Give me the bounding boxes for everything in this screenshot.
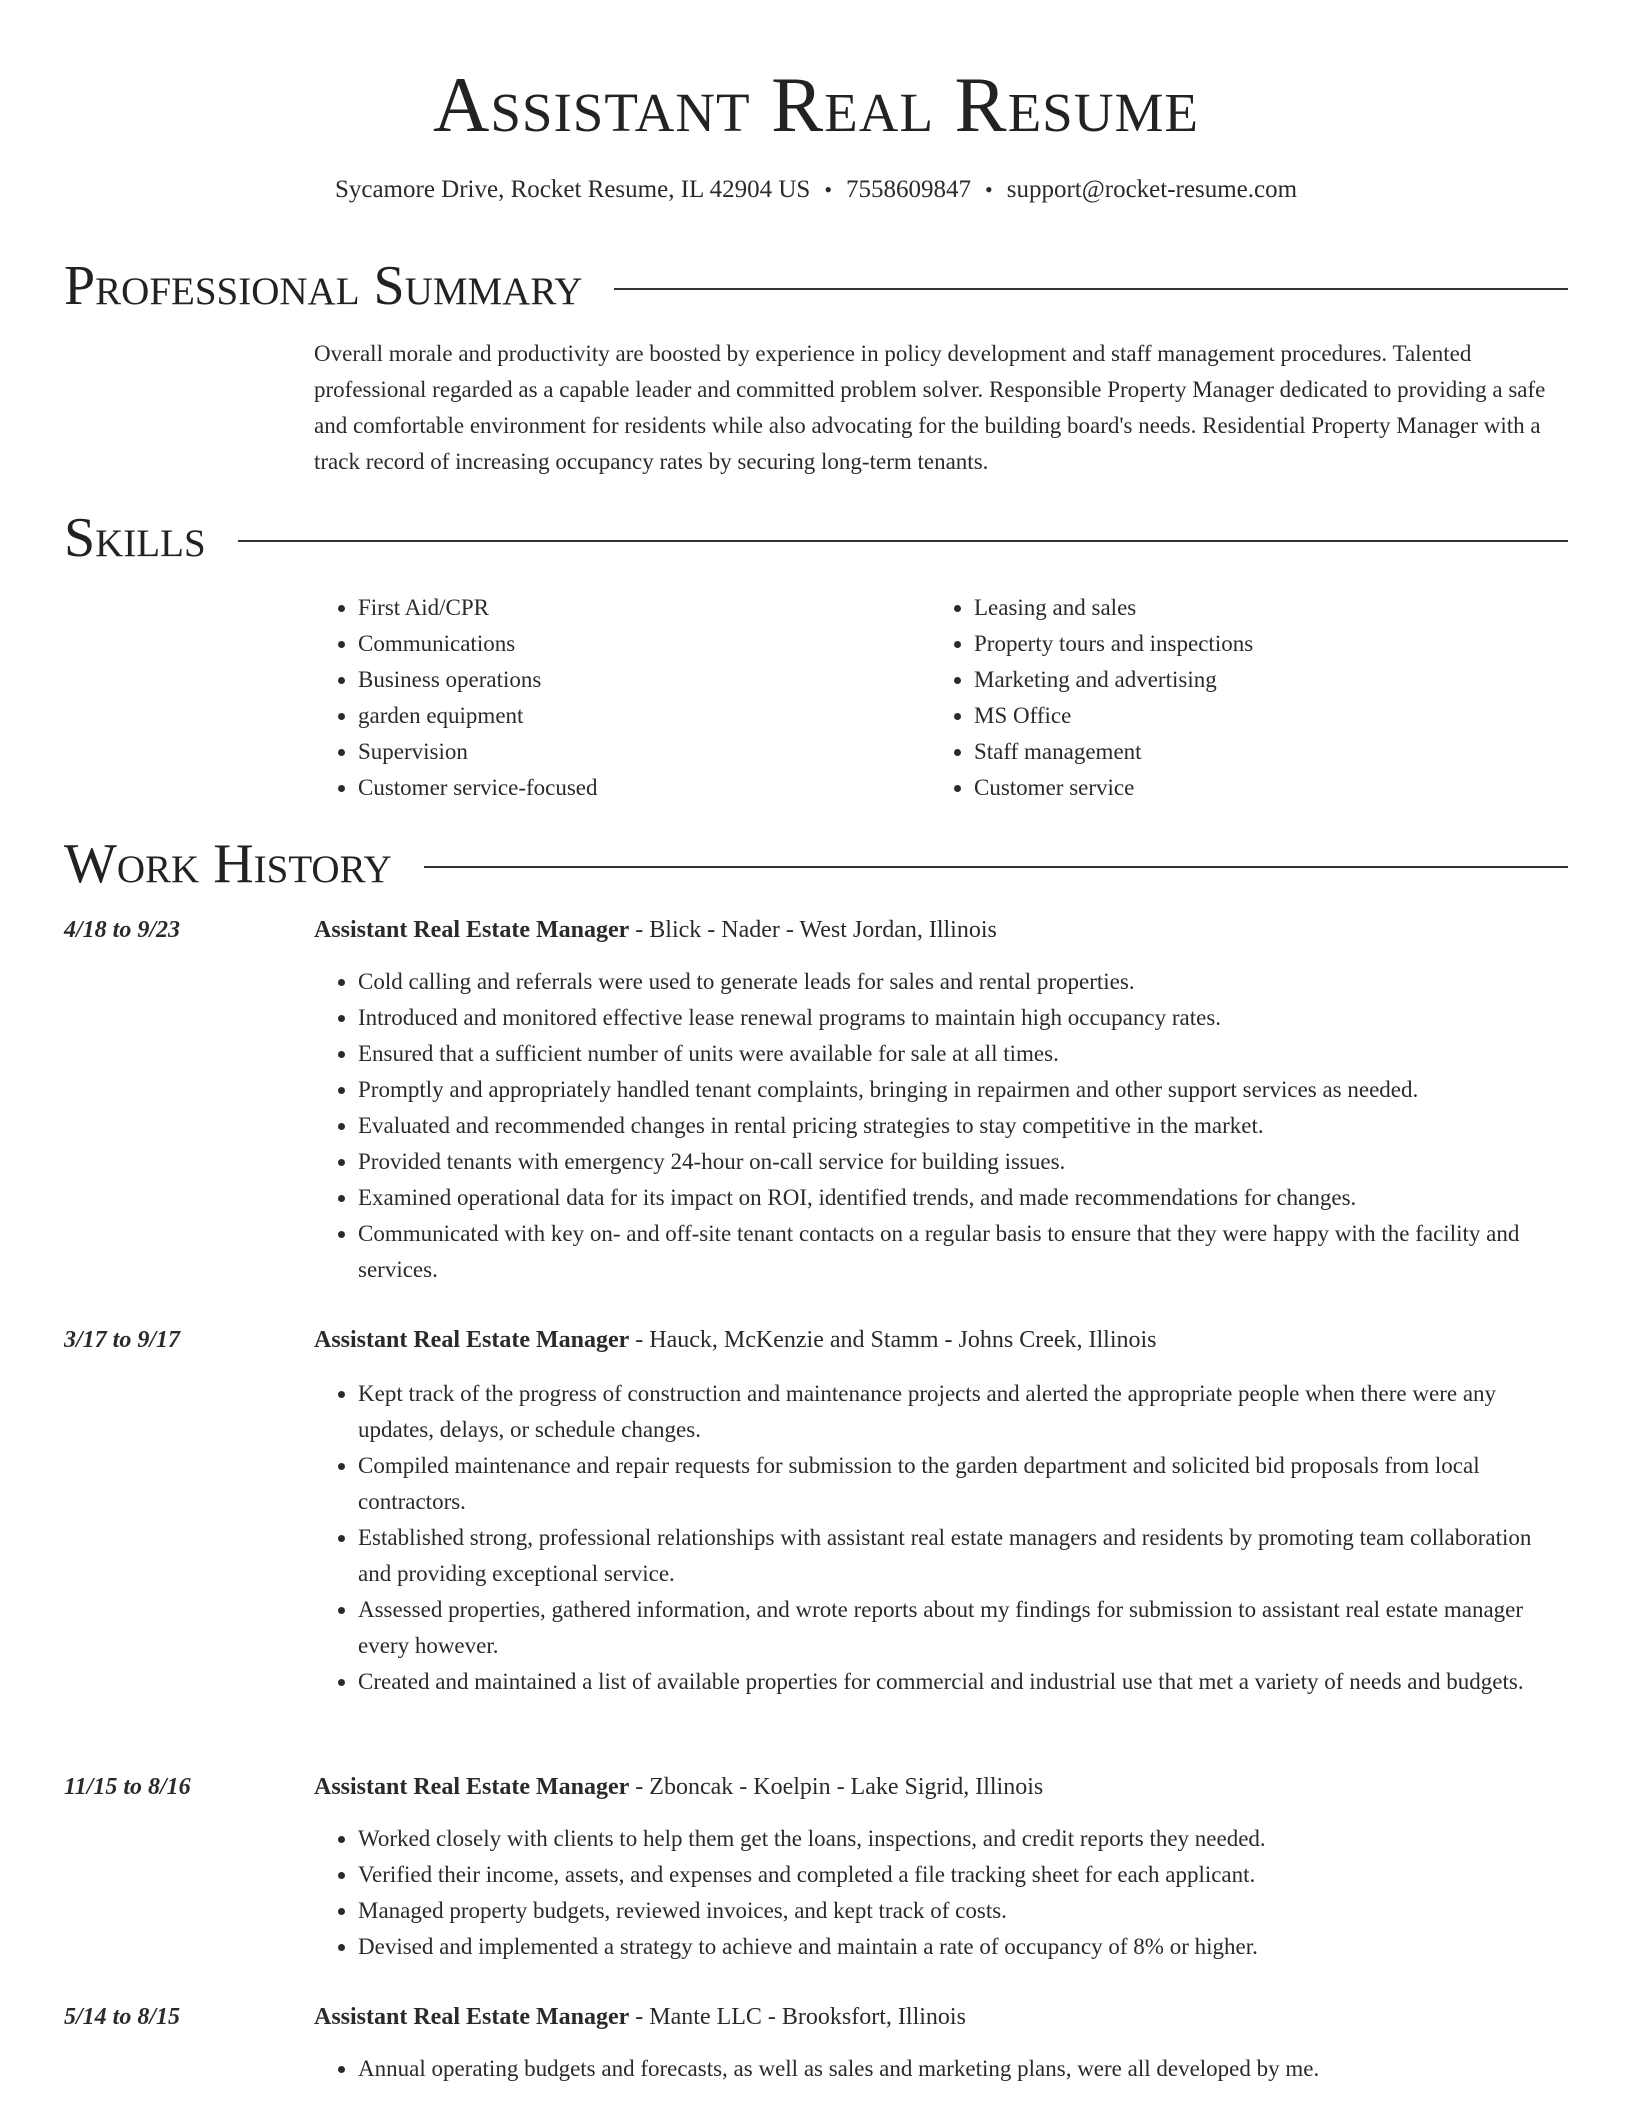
skill-item: • First Aid/CPR — [358, 590, 930, 626]
section-title-summary: Professional Summary — [64, 255, 583, 317]
skill-item: • Property tours and inspections — [974, 626, 1546, 662]
job-bullet: • Introduced and monitored effective lease renewal programs to maintain high occupancy rates. — [358, 1000, 1568, 1036]
job-bullet: • Assessed properties, gathered information, and wrote reports about my findings for submission to assistant real estate manager every however. — [358, 1592, 1568, 1664]
job-bullet: • Verified their income, assets, and expenses and completed a file tracking sheet for each applicant. — [358, 1857, 1568, 1893]
job-bullet: • Evaluated and recommended changes in rental pricing strategies to stay competitive in the market. — [358, 1108, 1568, 1144]
job-bullet: • Managed property budgets, reviewed invoices, and kept track of costs. — [358, 1893, 1568, 1929]
skill-item: • Supervision — [358, 734, 930, 770]
resume-name: Assistant Real Resume — [432, 61, 1199, 148]
contact-email: support@rocket-resume.com — [1006, 176, 1298, 203]
contact-line — [0, 172, 1632, 208]
job-bullet: • Cold calling and referrals were used to generate leads for sales and rental properties. — [358, 964, 1568, 1000]
job-employer-location: - Mante LLC - Brooksfort, Illinois — [629, 2004, 966, 2030]
job-employer-location: - Hauck, McKenzie and Stamm - Johns Creek, Illinois — [629, 1327, 1157, 1353]
section-title-skills: Skills — [64, 507, 206, 569]
job-heading — [314, 912, 1568, 948]
section-title-work: Work History — [64, 833, 392, 895]
skill-item: • garden equipment — [358, 698, 930, 734]
job-title: Assistant Real Estate Manager — [314, 1774, 630, 1800]
job-bullets — [314, 1376, 1568, 1700]
skill-item: • Customer service — [974, 770, 1546, 806]
skills-list-left — [314, 590, 930, 806]
job-heading — [314, 1999, 1568, 2035]
job-bullet: • Ensured that a sufficient number of units were available for sale at all times. — [358, 1036, 1568, 1072]
section-header-summary — [64, 254, 1568, 318]
contact-separator: • — [985, 177, 993, 202]
skill-item: • Staff management — [974, 734, 1546, 770]
job-title: Assistant Real Estate Manager — [314, 1327, 630, 1353]
job-heading — [314, 1322, 1568, 1358]
job-bullet: • Devised and implemented a strategy to achieve and maintain a rate of occupancy of 8% or higher. — [358, 1929, 1568, 1965]
job-title: Assistant Real Estate Manager — [314, 2004, 630, 2030]
skill-item: • Leasing and sales — [974, 590, 1546, 626]
job-bullet: • Communicated with key on- and off-site tenant contacts on a regular basis to ensure that they were happy with the facility and services. — [358, 1216, 1568, 1288]
skills-columns — [314, 590, 1568, 806]
job-bullet: • Established strong, professional relationships with assistant real estate managers and residents by promoting team collaboration and providing exceptional service. — [358, 1520, 1568, 1592]
job-bullets — [314, 964, 1568, 1288]
section-divider — [424, 866, 1568, 868]
skill-item: • MS Office — [974, 698, 1546, 734]
section-header-work — [64, 832, 1568, 896]
job-bullet: • Provided tenants with emergency 24-hour on-call service for building issues. — [358, 1144, 1568, 1180]
job-bullet: • Annual operating budgets and forecasts, as well as sales and marketing plans, were all developed by me. — [358, 2051, 1568, 2087]
job-dates: 11/15 to 8/16 — [64, 1774, 191, 1800]
job-bullet: • Compiled maintenance and repair requests for submission to the garden department and solicited bid proposals from local contractors. — [358, 1448, 1568, 1520]
skill-item: • Customer service-focused — [358, 770, 930, 806]
job-bullet: • Created and maintained a list of available properties for commercial and industrial use that met a variety of needs and budgets. — [358, 1664, 1568, 1700]
job-bullets — [314, 2051, 1568, 2087]
section-header-skills — [64, 506, 1568, 570]
job-title: Assistant Real Estate Manager — [314, 917, 630, 943]
job-dates: 5/14 to 8/15 — [64, 2004, 181, 2030]
job-bullet: • Worked closely with clients to help them get the loans, inspections, and credit reports they needed. — [358, 1821, 1568, 1857]
job-bullet: • Promptly and appropriately handled tenant complaints, bringing in repairmen and other support services as needed. — [358, 1072, 1568, 1108]
skills-list-right — [930, 590, 1546, 806]
job-bullet: • Examined operational data for its impact on ROI, identified trends, and made recommendations for changes. — [358, 1180, 1568, 1216]
contact-separator: • — [824, 177, 833, 202]
section-divider — [614, 288, 1568, 290]
job-bullets — [314, 1821, 1568, 1965]
summary-text: Overall morale and productivity are boosted by experience in policy development and staff management procedures. Talented professional regarded as a capable leader and committed problem solver. Responsible Property Manager dedicated to providing a safe and comfortable environment for residents while also advocating for the building board's needs. Residential Property Manager with a track record of increasing occupancy rates by securing long-term tenants. — [314, 341, 1546, 474]
section-divider — [238, 540, 1568, 542]
skill-item: • Communications — [358, 626, 930, 662]
job-heading — [314, 1769, 1568, 1805]
contact-address: Sycamore Drive, Rocket Resume, IL 42904 US — [334, 176, 811, 203]
job-dates: 3/17 to 9/17 — [64, 1327, 181, 1353]
job-employer-location: - Blick - Nader - West Jordan, Illinois — [629, 917, 997, 943]
job-employer-location: - Zboncak - Koelpin - Lake Sigrid, Illinois — [629, 1774, 1044, 1800]
job-bullet: • Kept track of the progress of construction and maintenance projects and alerted the appropriate people when there were any updates, delays, or schedule changes. — [358, 1376, 1568, 1448]
job-dates: 4/18 to 9/23 — [64, 917, 181, 943]
skill-item: • Business operations — [358, 662, 930, 698]
skill-item: • Marketing and advertising — [974, 662, 1546, 698]
contact-phone: 7558609847 — [846, 176, 972, 203]
